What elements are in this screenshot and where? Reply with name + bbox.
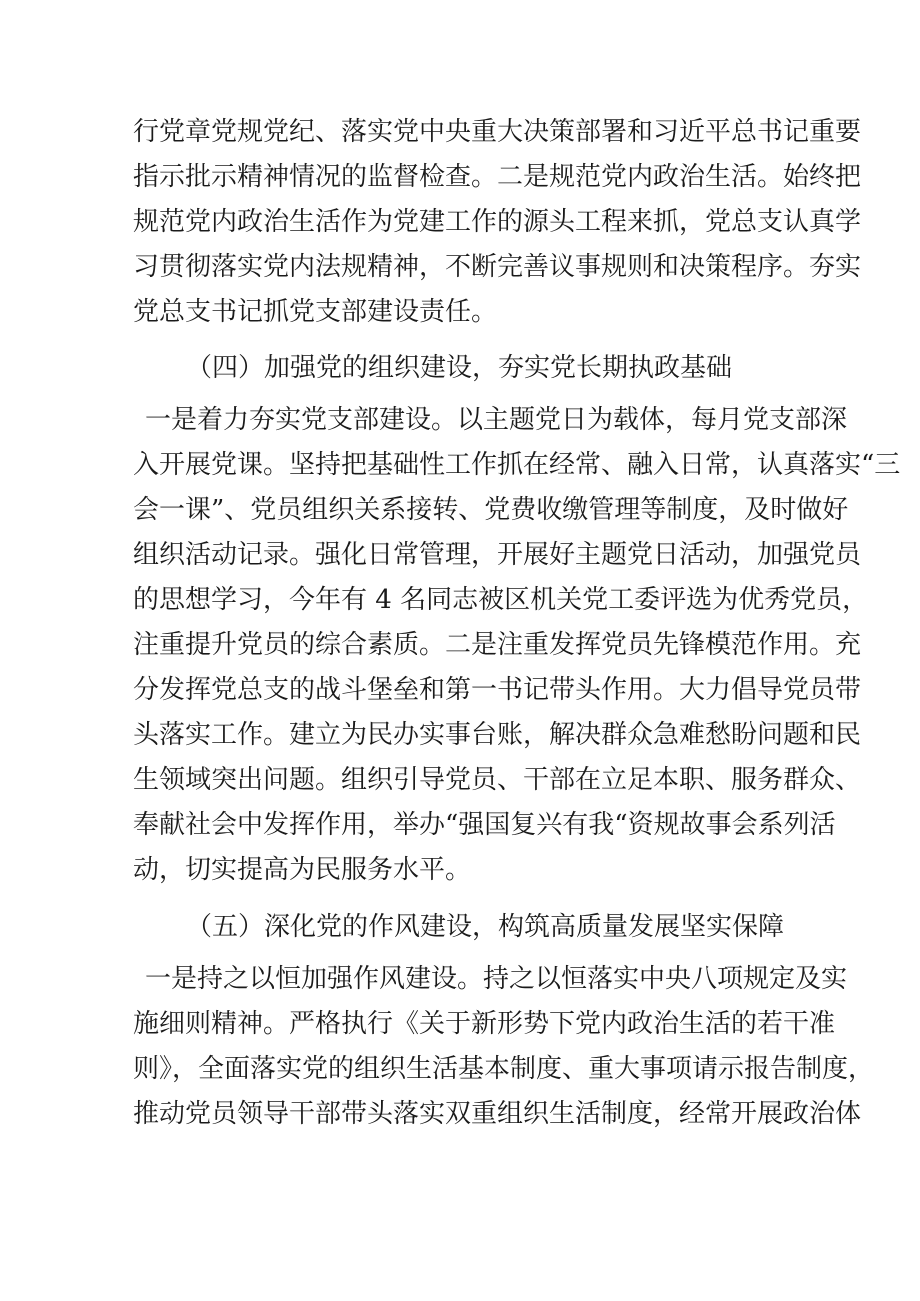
paragraph-line: 推动党员领导干部带头落实双重组织生活制度，经常开展政治体 [133, 1099, 862, 1129]
paragraph-line: 的思想学习，今年有 4 名同志被区机关党工委评选为优秀党员， [133, 585, 869, 615]
paragraph-line: 行党章党规党纪、落实党中央重大决策部署和习近平总书记重要 [133, 117, 862, 147]
section-heading-4: （四）加强党的组织建设，夯实党长期执政基础 [186, 353, 733, 383]
paragraph-line: 习贯彻落实党内法规精神，不断完善议事规则和决策程序。夯实 [133, 252, 862, 282]
paragraph-line: 则》，全面落实党的组织生活基本制度、重大事项请示报告制度， [133, 1054, 875, 1084]
paragraph-line: 党总支书记抓党支部建设责任。 [133, 297, 498, 327]
paragraph-line: 分发挥党总支的战斗堡垒和第一书记带头作用。大力倡导党员带 [133, 675, 862, 705]
paragraph-line: 一是着力夯实党支部建设。以主题党日为载体，每月党支部深 [145, 405, 848, 435]
paragraph-line: 奉献社会中发挥作用，举办“强国复兴有我“资规故事会系列活 [133, 810, 836, 840]
paragraph-line: 一是持之以恒加强作风建设。持之以恒落实中央八项规定及实 [145, 964, 848, 994]
paragraph-line: 入开展党课。坚持把基础性工作抓在经常、融入日常，认真落实“三 [133, 450, 901, 480]
paragraph-line: 注重提升党员的综合素质。二是注重发挥党员先锋模范作用。充 [133, 630, 862, 660]
paragraph-line: 组织活动记录。强化日常管理，开展好主题党日活动，加强党员 [133, 540, 862, 570]
section-heading-5: （五）深化党的作风建设，构筑高质量发展坚实保障 [186, 912, 785, 942]
paragraph-line: 头落实工作。建立为民办实事台账，解决群众急难愁盼问题和民 [133, 720, 862, 750]
paragraph-line: 动，切实提高为民服务水平。 [133, 855, 472, 885]
paragraph-line: 指示批示精神情况的监督检查。二是规范党内政治生活。始终把 [133, 162, 862, 192]
paragraph-line: 生领域突出问题。组织引导党员、干部在立足本职、服务群众、 [133, 765, 862, 795]
paragraph-line: 会一课”、党员组织关系接转、党费收缴管理等制度，及时做好 [133, 495, 849, 525]
paragraph-line: 施细则精神。严格执行《关于新形势下党内政治生活的若干准 [133, 1009, 836, 1039]
paragraph-line: 规范党内政治生活作为党建工作的源头工程来抓，党总支认真学 [133, 207, 862, 237]
